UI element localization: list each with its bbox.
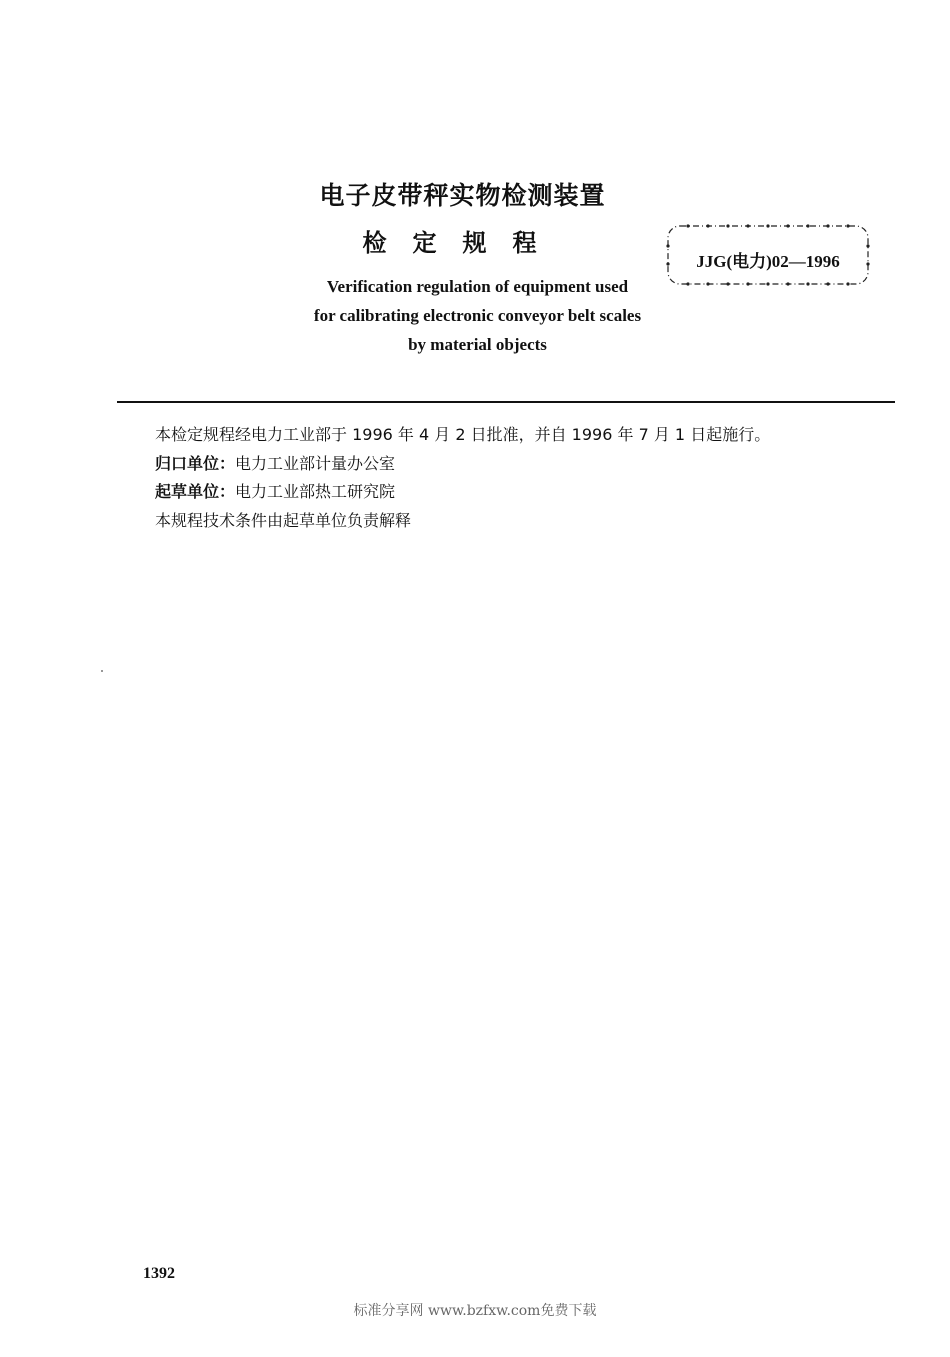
stray-dot (101, 670, 103, 672)
owner-label: 归口单位： (155, 453, 236, 473)
standard-code-box (664, 220, 872, 290)
watermark-text: 标准分享网 www.bzfxw.com免费下载 (353, 1303, 597, 1319)
english-title-line-3: by material objects (408, 335, 547, 354)
english-title-line-2: for calibrating electronic conveyor belt scales (313, 306, 642, 325)
horizontal-divider (117, 401, 895, 403)
document-body (155, 421, 875, 535)
document-subtitle: 检定规程 (362, 229, 563, 257)
drafter-line (155, 478, 875, 507)
document-title: 电子皮带秤实物检测装置 (319, 181, 606, 210)
page-number: 1392 (143, 1265, 175, 1282)
interpretation-statement: 本规程技术条件由起草单位负责解释 (155, 510, 412, 530)
approval-statement: 本检定规程经电力工业部于 1996 年 4 月 2 日批准，并自 1996 年 7 月 1 日起施行。 (155, 425, 771, 444)
drafter-label: 起草单位： (155, 482, 236, 501)
owner-line (155, 450, 875, 479)
english-title-line-1: Verification regulation of equipment used (326, 277, 629, 296)
owner-value: 电力工业部计量办公室 (235, 453, 396, 473)
standard-code: JJG(电力)02—1996 (696, 252, 840, 271)
drafter-value: 电力工业部热工研究院 (235, 482, 396, 501)
